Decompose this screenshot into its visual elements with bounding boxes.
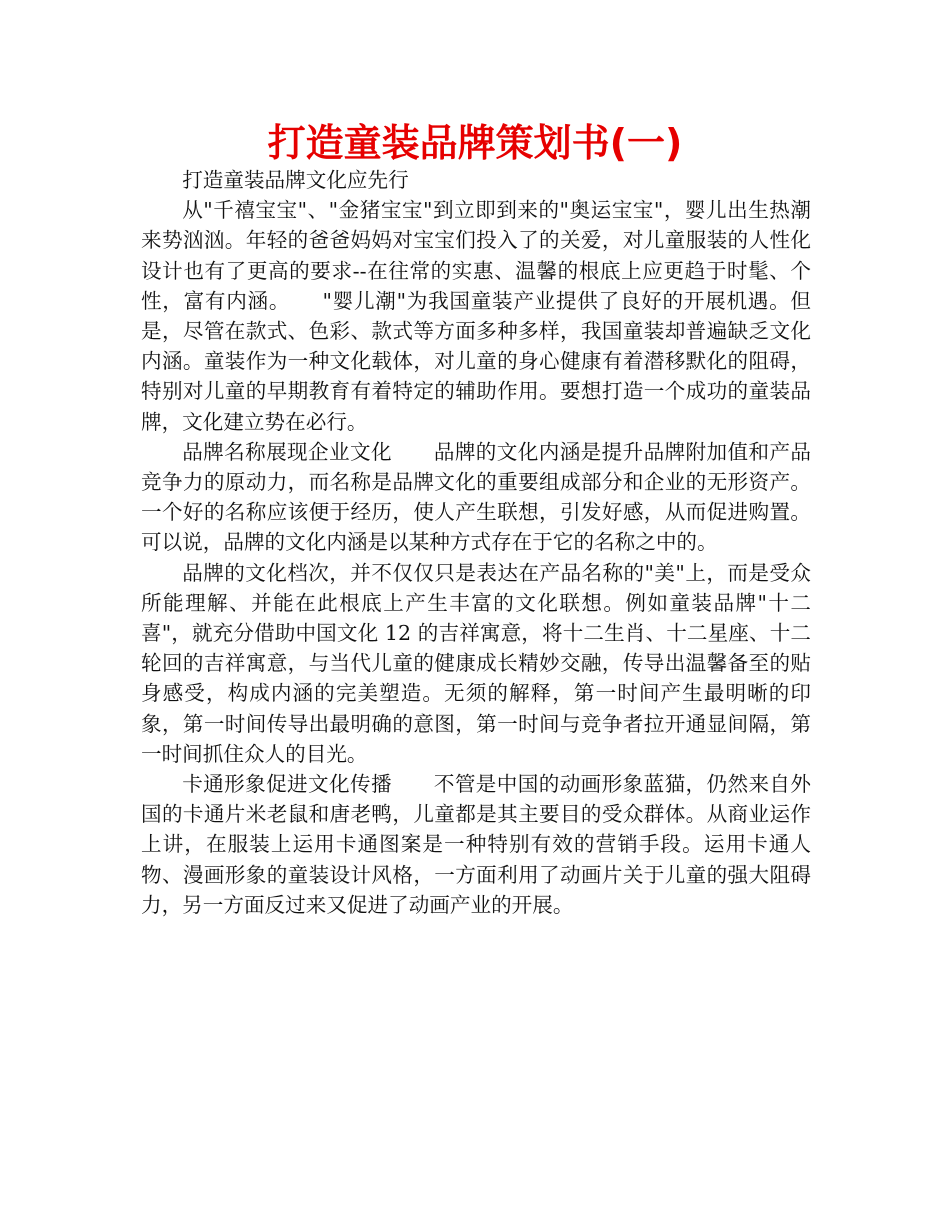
document-body (141, 165, 811, 920)
paragraph-heading: 打造童装品牌文化应先行 (182, 168, 409, 192)
paragraph-intro: 从"千禧宝宝"、"金猪宝宝"到立即到来的"奥运宝宝"，婴儿出生热潮来势汹汹。年轻的爸爸妈妈对宝宝们投入了的关爱，对儿童服装的人性化设计也有了更高的要求--在往常的实惠、温馨的根底上应更趋于时髦、个性，富有内涵。 "婴儿潮"为我国童装产业提供了良好的开展机遇。但是，尽管在款式、色彩、款式等方面多种多样，我国童装却普遍缺乏文化内涵。童装作为一种文化载体，对儿童的身心健康有着潜移默化的阻碍，特别对儿童的早期教育有着特定的辅助作用。要想打造一个成功的童装品牌，文化建立势在必行。 (141, 198, 811, 434)
paragraph-cartoon: 卡通形象促进文化传播 不管是中国的动画形象蓝猫，仍然来自外国的卡通片米老鼠和唐老鸭，儿童都是其主要目的受众群体。从商业运作上讲，在服装上运用卡通图案是一种特别有效的营销手段。运用卡通人物、漫画形象的童装设计风格，一方面利用了动画片关于儿童的强大阻碍力，另一方面反过来又促进了动画产业的开展。 (141, 772, 811, 917)
paragraph-brand-name: 品牌名称展现企业文化 品牌的文化内涵是提升品牌附加值和产品竞争力的原动力，而名称是品牌文化的重要组成部分和企业的无形资产。一个好的名称应该便于经历，使人产生联想，引发好感，从而促进购置。可以说，品牌的文化内涵是以某种方式存在于它的名称之中的。 (141, 439, 811, 555)
paragraph-brand-culture: 品牌的文化档次，并不仅仅只是表达在产品名称的"美"上，而是受众所能理解、并能在此根底上产生丰富的文化联想。例如童装品牌"十二喜"，就充分借助中国文化 12 的吉祥寓意，将十二生肖、十二星座、十二轮回的吉祥寓意，与当代儿童的健康成长精妙交融，传导出温馨备至的贴身感受，构成内涵的完美塑造。无须的解释，第一时间产生最明晰的印象，第一时间传导出最明确的意图，第一时间与竞争者拉开通显间隔，第一时间抓住众人的目光。 (141, 560, 811, 766)
document-title: 打造童装品牌策划书(一) (267, 121, 683, 165)
